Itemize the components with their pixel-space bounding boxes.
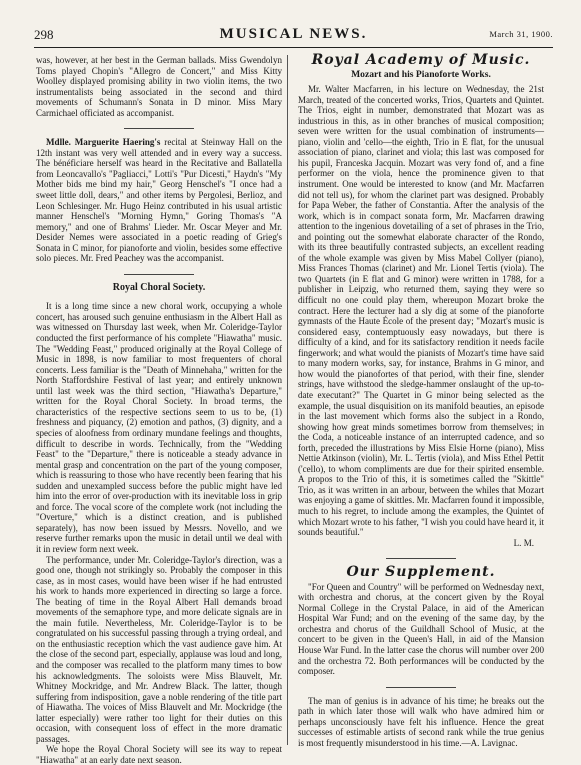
left-column	[36, 55, 282, 765]
academy-paragraph: Mr. Walter Macfarren, in his lecture on Wednesday, the 21st March, treated of the concerted works, Trios, Quartets and Quintet. The Trios, eight in number, demonstrated that Mozart was as industrious in this, as in other branches of musical composition; seven were written for the usual combination of instruments—piano, violin and 'cello—the eighth, Trio in E flat, for the unusual association of piano, clarinet and viola; this last was composed for his pupil, Franceska Jacquin. Mozart was very fond of, and a fine performer on the viola, hence the prominence given to that instrument. One would be interested to know (and Mr. Macfarren did not tell us), for whom the clarinet part was designed. Probably for Papa Weber, the father of Constantia. After the analysis of the work, which is in compact sonata form, Mr. Macfarren drawing attention to the ingenious dovetailing of a set of phrases in the Trio, and pointing out the somewhat elaborate character of the Rondo, with its three beautifully contrasted subjects, an excellent reading of the whole example was given by Miss Mabel Collyer (piano), Miss Frances Thomas (clarinet) and Mr. Lionel Tertis (viola). The two Quartets (in E flat and G minor) were written in 1788, for a publisher in Leipzig, who returned them, saying they were so difficult no one could play them, whereupon Mozart broke the contract. Here the lecturer had a sly dig at some of the pianoforte gymnasts of the Haute École of the present day; "Mozart's music is considered easy, contemptuously easy nowadays, but there is difficulty of a kind, and for its satisfactory rendition it needs facile fingerwork; and what would the pianists of Mozart's time have said to many modern works, say, for instance, Brahms in G minor, and how would the pianofortes of that period, with their fine, slender strings, have withstood the sledge-hammer onslaught of the up-to-date executant?" The Quartet in G minor being selected as the example, the usual disquisition on its manifold beauties, an episode in the last movement which forms also the subject in a Rondo, showing how great minds sometimes borrow from themselves; in the Coda, a noticeable instance of an interrupted cadence, and so forth, preceded the illustrations by Miss Elsie Horne (piano), Miss Nettie Atkinson (violin), Mr. L. Tertis (viola), and Miss Ethel Pettit ('cello), to whom compliments are due for their spirited ensemble. A propos to the Trio of this, it is sometimes called the "Skittle" Trio, as it was written in an arbour, between the whiles that Mozart was enjoying a game of skittles. Mr. Macfarren found it impossible, much to his regret, to include among the examples, the Quintet of which Mozart wrote to his father, "I wish you could have heard it, it sounds beautiful."	[298, 84, 544, 538]
column-divider	[287, 55, 288, 745]
academy-signature: L. M.	[513, 537, 534, 548]
choral-paragraph: The performance, under Mr. Coleridge-Taylor's direction, was a good one, though not strikingly so. Probably the composer in this case, as in most cases, would have been wiser if he had entrusted his work to hands more experienced in directing so large a force. The beating of time in the Royal Albert Hall demands broad movements of the semaphore type, and more delicate signals are in the main futile. Nevertheless, Mr. Coleridge-Taylor is to be congratulated on his successful passing through a trying ordeal, and on the enthusiastic reception which the vast audience gave him. At the close of the second part, especially, applause was loud and long, and the composer was recalled to the platform many times to bow his acknowledgments. The soloists were Miss Blauvelt, Mr. Whitney Mockridge, and Mr. Andrew Black. The latter, though suffering from indisposition, gave a noble rendering of the title part of Hiawatha. The voices of Miss Blauvelt and Mr. Mockridge (the latter especially) were rather too light for their duties on this occasion, with consequent loss of effect in the more dramatic passages.	[36, 554, 282, 744]
section-rule	[124, 128, 194, 129]
page-header	[34, 25, 553, 48]
academy-subheading: Mozart and his Pianoforte Works.	[351, 68, 491, 80]
intro-paragraph: was, however, at her best in the German ballads. Miss Gwendolyn Toms played Chopin's "Allegro de Concert," and Miss Kitty Woolley displayed promising ability in two violin items, the two instrumentalists being associated in the second and third movements of Schumann's Sonata in D minor. Miss Mary Carmichael officiated as accompanist.	[36, 55, 282, 118]
haering-paragraph	[36, 137, 282, 264]
journal-title: MUSICAL NEWS.	[219, 26, 368, 42]
choral-paragraph: It is a long time since a new choral work, occupying a whole concert, has aroused such genuine enthusiasm in the Albert Hall as was witnessed on Thursday last week, when Mr. Coleridge-Taylor conducted the first performance of his complete "Hiawatha" music. The "Wedding Feast," produced originally at the Royal College of Music in 1898, is now familiar to most frequenters of choral concerts. Less familiar is the "Death of Minnehaha," written for the North Staffordshire Festival of last year; and entirely unknown until last week was the third section, "Hiawatha's Departure," written for the Royal Choral Society. In broad terms, the characteristics of the respective sections seem to us to be, (1) freshness and piquancy, (2) emotion and pathos, (3) dignity, and a species of aloofness from ordinary mundane feelings and thoughts, difficult to describe in words. Technically, from the "Wedding Feast" to the "Departure," there is noticeable a steady advance in mental grasp and concentration on the part of the young composer, which is reassuring to those who have recently been fearing that his sudden and unexampled success before the public might have led him into the error of over-production with its inevitable loss in grip and force. The vocal score of the complete work (not including the "Overture," which is a distinct creation, and is published separately), has now been issued by Messrs. Novello, and we reserve further remarks upon the music in detail until we deal with it in review form next week.	[36, 301, 282, 554]
choral-heading: Royal Choral Society.	[112, 281, 206, 293]
section-rule	[386, 687, 456, 688]
page-number: 298	[34, 27, 54, 42]
academy-heading: Royal Academy of Music.	[311, 52, 531, 68]
supplement-heading: Our Supplement.	[346, 564, 496, 581]
quote-paragraph: The man of genius is in advance of his time; he breaks out the path in which later those will walk who have admired him or perhaps unconsciously have felt his influence. Hence the great successes of estimable artists of second rank while the true genius is most frequently misunderstood in his time.—A. Lavignac.	[298, 695, 544, 748]
section-rule	[124, 274, 194, 275]
right-column	[298, 52, 544, 748]
choral-paragraph: We hope the Royal Choral Society will see its way to repeat "Hiawatha" at an early date next season.	[36, 744, 282, 765]
issue-date: March 31, 1900.	[489, 29, 553, 39]
supplement-paragraph: "For Queen and Country" will be performed on Wednesday next, with orchestra and chorus, at the concert given by the Royal Normal College in the Crystal Palace, in aid of the American Hospital War Fund; and on the evening of the same day, by the orchestra and chorus of the Guildhall School of Music, at the concert to be given in the Queen's Hall, in aid of the Mansion House War Fund. In the latter case the chorus will number over 200 and the orchestra 72. Both performances will be conducted by the composer.	[298, 581, 544, 677]
haering-lead: Mdlle. Marguerite Haering's	[46, 137, 161, 148]
section-rule	[386, 558, 456, 559]
haering-body: recital at Steinway Hall on the 12th instant was very well attended and in every way a success. The bénéficiare herself was heard in the Recitative and Ballatella from Leoncavallo's "Pagliacci," Lotti's "Pur Dicesti," Haydn's "My Mother bids me bind my hair," Georg Henschel's "I once had a sweet little doll, dears," and other items by Pergolesi, Berlioz, and Leon Schlesinger. Mr. Hugo Heinz contributed in his usual artistic manner Henschel's "Morning Hymn," Goring Thomas's "A memory," and one of Brahms' Lieder. Mr. Oscar Meyer and Mr. Desider Nemes were associated in a poetic reading of Grieg's Sonata in C minor, for pianoforte and violin, besides some effective solo pieces. Mr. Fred Peachey was the accompanist.	[36, 137, 282, 264]
